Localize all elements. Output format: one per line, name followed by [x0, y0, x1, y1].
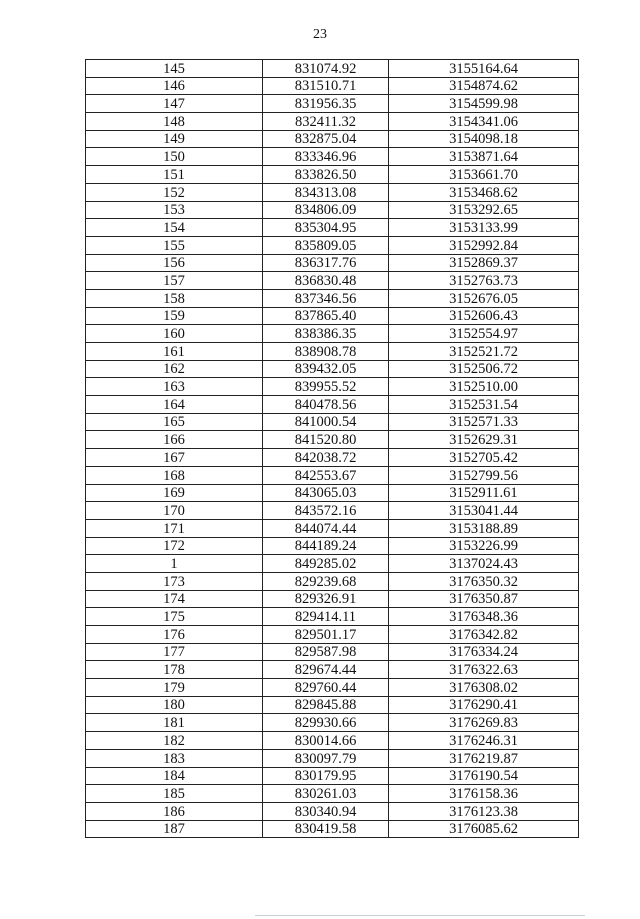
table-row — [86, 219, 579, 237]
x-coordinate-cell: 840478.56 — [263, 396, 389, 414]
point-number-cell: 162 — [86, 360, 263, 378]
y-coordinate-cell: 3176269.83 — [389, 714, 579, 732]
point-number-cell: 150 — [86, 148, 263, 166]
point-number-cell: 146 — [86, 77, 263, 95]
point-number-cell: 157 — [86, 272, 263, 290]
x-coordinate-cell: 839432.05 — [263, 360, 389, 378]
point-number-cell: 172 — [86, 537, 263, 555]
point-number-cell: 167 — [86, 449, 263, 467]
table-row — [86, 484, 579, 502]
y-coordinate-cell: 3153292.65 — [389, 201, 579, 219]
point-number-cell: 186 — [86, 802, 263, 820]
y-coordinate-cell: 3176342.82 — [389, 626, 579, 644]
y-coordinate-cell: 3154341.06 — [389, 113, 579, 131]
coordinates-table — [85, 59, 579, 838]
x-coordinate-cell: 838386.35 — [263, 325, 389, 343]
table-row — [86, 166, 579, 184]
table-row — [86, 77, 579, 95]
table-row — [86, 60, 579, 78]
x-coordinate-cell: 835809.05 — [263, 236, 389, 254]
point-number-cell: 158 — [86, 289, 263, 307]
x-coordinate-cell: 829674.44 — [263, 661, 389, 679]
y-coordinate-cell: 3176334.24 — [389, 643, 579, 661]
y-coordinate-cell: 3153661.70 — [389, 166, 579, 184]
table-row — [86, 396, 579, 414]
x-coordinate-cell: 832411.32 — [263, 113, 389, 131]
table-row — [86, 236, 579, 254]
table-row — [86, 413, 579, 431]
point-number-cell: 181 — [86, 714, 263, 732]
point-number-cell: 166 — [86, 431, 263, 449]
y-coordinate-cell: 3176123.38 — [389, 802, 579, 820]
y-coordinate-cell: 3137024.43 — [389, 555, 579, 573]
table-row — [86, 820, 579, 838]
point-number-cell: 163 — [86, 378, 263, 396]
x-coordinate-cell: 830340.94 — [263, 802, 389, 820]
point-number-cell: 153 — [86, 201, 263, 219]
y-coordinate-cell: 3176158.36 — [389, 785, 579, 803]
y-coordinate-cell: 3152554.97 — [389, 325, 579, 343]
table-row — [86, 732, 579, 750]
y-coordinate-cell: 3152521.72 — [389, 343, 579, 361]
point-number-cell: 1 — [86, 555, 263, 573]
point-number-cell: 180 — [86, 696, 263, 714]
y-coordinate-cell: 3152629.31 — [389, 431, 579, 449]
point-number-cell: 177 — [86, 643, 263, 661]
x-coordinate-cell: 843572.16 — [263, 502, 389, 520]
x-coordinate-cell: 841520.80 — [263, 431, 389, 449]
x-coordinate-cell: 829930.66 — [263, 714, 389, 732]
point-number-cell: 176 — [86, 626, 263, 644]
x-coordinate-cell: 829587.98 — [263, 643, 389, 661]
point-number-cell: 154 — [86, 219, 263, 237]
x-coordinate-cell: 843065.03 — [263, 484, 389, 502]
point-number-cell: 182 — [86, 732, 263, 750]
x-coordinate-cell: 830097.79 — [263, 749, 389, 767]
x-coordinate-cell: 831956.35 — [263, 95, 389, 113]
y-coordinate-cell: 3152705.42 — [389, 449, 579, 467]
table-row — [86, 431, 579, 449]
point-number-cell: 165 — [86, 413, 263, 431]
point-number-cell: 187 — [86, 820, 263, 838]
y-coordinate-cell: 3176350.87 — [389, 590, 579, 608]
point-number-cell: 169 — [86, 484, 263, 502]
y-coordinate-cell: 3176350.32 — [389, 572, 579, 590]
table-row — [86, 714, 579, 732]
point-number-cell: 160 — [86, 325, 263, 343]
coordinates-table-body — [86, 60, 579, 838]
x-coordinate-cell: 839955.52 — [263, 378, 389, 396]
y-coordinate-cell: 3176348.36 — [389, 608, 579, 626]
y-coordinate-cell: 3154874.62 — [389, 77, 579, 95]
y-coordinate-cell: 3153468.62 — [389, 183, 579, 201]
y-coordinate-cell: 3152911.61 — [389, 484, 579, 502]
y-coordinate-cell: 3154098.18 — [389, 130, 579, 148]
table-row — [86, 307, 579, 325]
table-row — [86, 183, 579, 201]
x-coordinate-cell: 836317.76 — [263, 254, 389, 272]
point-number-cell: 174 — [86, 590, 263, 608]
point-number-cell: 152 — [86, 183, 263, 201]
point-number-cell: 184 — [86, 767, 263, 785]
point-number-cell: 179 — [86, 679, 263, 697]
table-row — [86, 502, 579, 520]
point-number-cell: 147 — [86, 95, 263, 113]
point-number-cell: 161 — [86, 343, 263, 361]
page-number: 23 — [313, 27, 327, 42]
x-coordinate-cell: 832875.04 — [263, 130, 389, 148]
y-coordinate-cell: 3154599.98 — [389, 95, 579, 113]
point-number-cell: 185 — [86, 785, 263, 803]
x-coordinate-cell: 836830.48 — [263, 272, 389, 290]
y-coordinate-cell: 3152992.84 — [389, 236, 579, 254]
x-coordinate-cell: 842553.67 — [263, 466, 389, 484]
point-number-cell: 145 — [86, 60, 263, 78]
table-row — [86, 802, 579, 820]
y-coordinate-cell: 3152531.54 — [389, 396, 579, 414]
x-coordinate-cell: 844074.44 — [263, 519, 389, 537]
point-number-cell: 149 — [86, 130, 263, 148]
x-coordinate-cell: 838908.78 — [263, 343, 389, 361]
x-coordinate-cell: 829845.88 — [263, 696, 389, 714]
y-coordinate-cell: 3176190.54 — [389, 767, 579, 785]
y-coordinate-cell: 3152510.00 — [389, 378, 579, 396]
x-coordinate-cell: 831510.71 — [263, 77, 389, 95]
table-row — [86, 696, 579, 714]
x-coordinate-cell: 849285.02 — [263, 555, 389, 573]
table-row — [86, 272, 579, 290]
table-row — [86, 679, 579, 697]
y-coordinate-cell: 3153041.44 — [389, 502, 579, 520]
table-row — [86, 767, 579, 785]
table-row — [86, 148, 579, 166]
x-coordinate-cell: 837865.40 — [263, 307, 389, 325]
x-coordinate-cell: 834313.08 — [263, 183, 389, 201]
x-coordinate-cell: 834806.09 — [263, 201, 389, 219]
y-coordinate-cell: 3176308.02 — [389, 679, 579, 697]
y-coordinate-cell: 3152606.43 — [389, 307, 579, 325]
y-coordinate-cell: 3155164.64 — [389, 60, 579, 78]
x-coordinate-cell: 833346.96 — [263, 148, 389, 166]
table-row — [86, 519, 579, 537]
y-coordinate-cell: 3153133.99 — [389, 219, 579, 237]
x-coordinate-cell: 842038.72 — [263, 449, 389, 467]
table-row — [86, 590, 579, 608]
x-coordinate-cell: 844189.24 — [263, 537, 389, 555]
x-coordinate-cell: 833826.50 — [263, 166, 389, 184]
point-number-cell: 173 — [86, 572, 263, 590]
y-coordinate-cell: 3176290.41 — [389, 696, 579, 714]
table-row — [86, 113, 579, 131]
y-coordinate-cell: 3176246.31 — [389, 732, 579, 750]
point-number-cell: 175 — [86, 608, 263, 626]
y-coordinate-cell: 3153871.64 — [389, 148, 579, 166]
point-number-cell: 156 — [86, 254, 263, 272]
table-row — [86, 661, 579, 679]
point-number-cell: 155 — [86, 236, 263, 254]
table-row — [86, 130, 579, 148]
point-number-cell: 183 — [86, 749, 263, 767]
table-row — [86, 626, 579, 644]
table-row — [86, 95, 579, 113]
x-coordinate-cell: 830419.58 — [263, 820, 389, 838]
x-coordinate-cell: 829239.68 — [263, 572, 389, 590]
x-coordinate-cell: 829326.91 — [263, 590, 389, 608]
y-coordinate-cell: 3153188.89 — [389, 519, 579, 537]
x-coordinate-cell: 830014.66 — [263, 732, 389, 750]
x-coordinate-cell: 829414.11 — [263, 608, 389, 626]
x-coordinate-cell: 830179.95 — [263, 767, 389, 785]
table-row — [86, 572, 579, 590]
x-coordinate-cell: 831074.92 — [263, 60, 389, 78]
point-number-cell: 164 — [86, 396, 263, 414]
table-row — [86, 466, 579, 484]
y-coordinate-cell: 3152676.05 — [389, 289, 579, 307]
x-coordinate-cell: 829760.44 — [263, 679, 389, 697]
table-row — [86, 537, 579, 555]
table-row — [86, 749, 579, 767]
x-coordinate-cell: 830261.03 — [263, 785, 389, 803]
point-number-cell: 148 — [86, 113, 263, 131]
x-coordinate-cell: 841000.54 — [263, 413, 389, 431]
y-coordinate-cell: 3152571.33 — [389, 413, 579, 431]
point-number-cell: 170 — [86, 502, 263, 520]
point-number-cell: 151 — [86, 166, 263, 184]
y-coordinate-cell: 3152763.73 — [389, 272, 579, 290]
point-number-cell: 178 — [86, 661, 263, 679]
table-row — [86, 360, 579, 378]
table-row — [86, 378, 579, 396]
y-coordinate-cell: 3152869.37 — [389, 254, 579, 272]
y-coordinate-cell: 3152506.72 — [389, 360, 579, 378]
table-row — [86, 449, 579, 467]
y-coordinate-cell: 3153226.99 — [389, 537, 579, 555]
table-row — [86, 343, 579, 361]
y-coordinate-cell: 3176219.87 — [389, 749, 579, 767]
x-coordinate-cell: 835304.95 — [263, 219, 389, 237]
table-row — [86, 785, 579, 803]
point-number-cell: 159 — [86, 307, 263, 325]
table-row — [86, 643, 579, 661]
table-row — [86, 325, 579, 343]
table-row — [86, 201, 579, 219]
table-row — [86, 608, 579, 626]
x-coordinate-cell: 837346.56 — [263, 289, 389, 307]
point-number-cell: 168 — [86, 466, 263, 484]
y-coordinate-cell: 3152799.56 — [389, 466, 579, 484]
scan-artifact-line — [255, 915, 585, 916]
table-row — [86, 555, 579, 573]
point-number-cell: 171 — [86, 519, 263, 537]
x-coordinate-cell: 829501.17 — [263, 626, 389, 644]
table-row — [86, 289, 579, 307]
y-coordinate-cell: 3176322.63 — [389, 661, 579, 679]
y-coordinate-cell: 3176085.62 — [389, 820, 579, 838]
table-row — [86, 254, 579, 272]
